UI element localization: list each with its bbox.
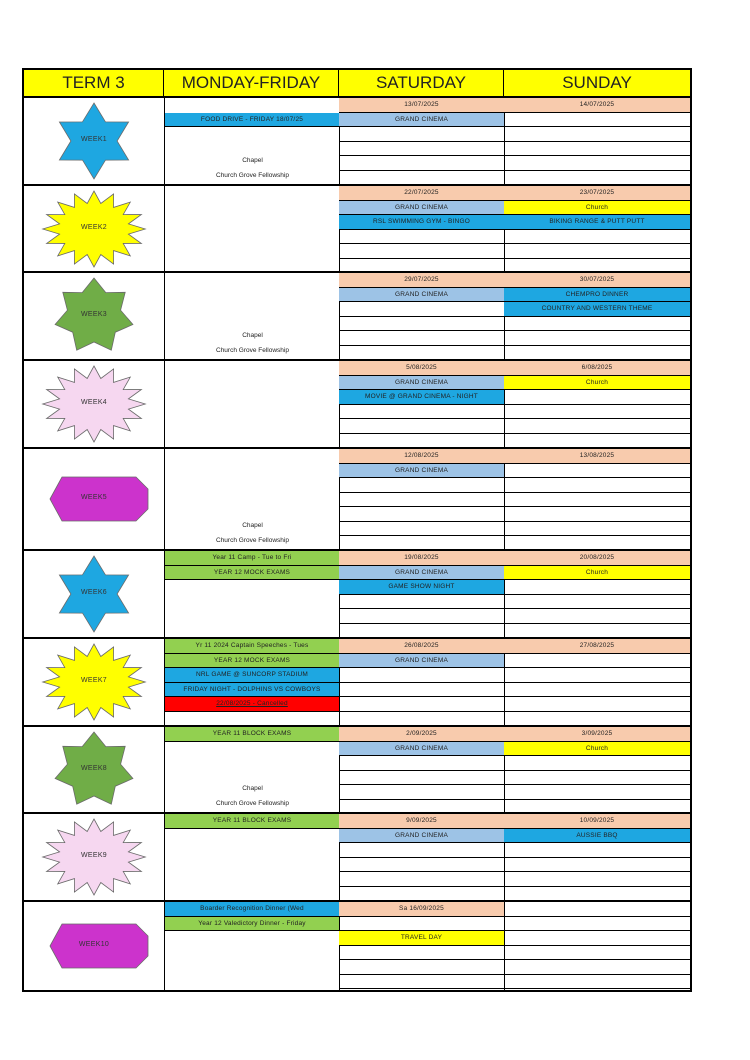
saturday-empty-cell (339, 419, 504, 434)
saturday-event-cell: GRAND CINEMA (339, 654, 504, 669)
fellowship-note: Church Grove Fellowship (216, 799, 289, 807)
sunday-empty-cell (504, 931, 690, 946)
saturday-event-cell: GRAND CINEMA (339, 113, 504, 128)
sunday-empty-cell (504, 230, 690, 245)
header-sunday: SUNDAY (504, 70, 690, 98)
saturday-date-cell: Sa 16/09/2025 (339, 902, 504, 917)
sunday-date-cell: 3/09/2025 (504, 727, 690, 742)
sunday-event-cell: Church (504, 742, 690, 757)
term-schedule-table (22, 68, 692, 992)
saturday-empty-cell (339, 771, 504, 786)
column-divider (164, 98, 165, 990)
sunday-empty-cell (504, 917, 690, 932)
sunday-empty-cell (504, 858, 690, 873)
sunday-empty-cell (504, 419, 690, 434)
saturday-date-cell: 29/07/2025 (339, 273, 504, 288)
sunday-empty-cell (504, 975, 690, 990)
chapel-note: Chapel (242, 522, 263, 529)
saturday-event-cell: GRAND CINEMA (339, 201, 504, 216)
weekday-event-cell: YEAR 12 MOCK EXAMS (165, 566, 339, 581)
sunday-date-cell: 13/08/2025 (504, 449, 690, 464)
sunday-empty-cell (504, 493, 690, 508)
saturday-event-cell (339, 917, 504, 932)
sunday-empty-cell (504, 113, 690, 128)
saturday-empty-cell (339, 156, 504, 171)
weekday-event-cell: Year 12 Valedictory Dinner - Friday (165, 917, 339, 932)
saturday-empty-cell (339, 522, 504, 537)
saturday-empty-cell (339, 244, 504, 259)
fellowship-note: Church Grove Fellowship (216, 536, 289, 544)
weekday-event-cell: Boarder Recognition Dinner (Wed (165, 902, 339, 917)
sunday-empty-cell (504, 946, 690, 961)
sunday-empty-cell (504, 405, 690, 420)
sunday-event-cell: AUSSIE BBQ (504, 829, 690, 844)
header-term: TERM 3 (24, 70, 164, 98)
week-burst-shape (36, 364, 152, 449)
sunday-event-cell: Church (504, 566, 690, 581)
sunday-empty-cell (504, 654, 690, 669)
week-label: WEEK8 (80, 764, 107, 772)
sunday-empty-cell (504, 771, 690, 786)
week-label: WEEK3 (80, 311, 107, 318)
saturday-empty-cell (339, 331, 504, 346)
sunday-empty-cell (504, 697, 690, 712)
week-hexagon-shape (36, 906, 152, 991)
week-label: WEEK10 (78, 941, 110, 948)
sunday-empty-cell (504, 609, 690, 624)
saturday-empty-cell (339, 683, 504, 698)
saturday-empty-cell (339, 843, 504, 858)
weekday-event-cell: NRL GAME @ SUNCORP STADIUM (165, 668, 339, 683)
saturday-date-cell: 12/08/2025 (339, 449, 504, 464)
weekday-event-cell: FOOD DRIVE - FRIDAY 18/07/25 (165, 113, 339, 128)
sunday-date-cell: 23/07/2025 (504, 186, 690, 201)
saturday-date-cell: 13/07/2025 (339, 98, 504, 113)
week-label: WEEK4 (80, 399, 107, 406)
sunday-empty-cell (504, 580, 690, 595)
sunday-empty-cell (504, 668, 690, 683)
week-star-shape (36, 730, 152, 815)
weekday-event-cell: YEAR 12 MOCK EXAMS (165, 654, 339, 669)
sunday-event-cell: Church (504, 201, 690, 216)
saturday-event-cell: GRAND CINEMA (339, 464, 504, 479)
saturday-event-cell: TRAVEL DAY (339, 931, 504, 946)
saturday-date-cell: 5/08/2025 (339, 361, 504, 376)
sunday-empty-cell (504, 478, 690, 493)
sunday-date-cell: 30/07/2025 (504, 273, 690, 288)
week-hexagon-shape (36, 459, 152, 544)
week-burst-shape (36, 189, 152, 274)
sunday-empty-cell (504, 843, 690, 858)
sunday-empty-cell (504, 464, 690, 479)
saturday-empty-cell (339, 507, 504, 522)
saturday-empty-cell (339, 960, 504, 975)
sunday-empty-cell (504, 390, 690, 405)
saturday-date-cell: 9/09/2025 (339, 814, 504, 829)
week-label: WEEK9 (80, 852, 107, 859)
saturday-date-cell: 19/08/2025 (339, 551, 504, 566)
week-label: WEEK2 (80, 223, 107, 231)
saturday-empty-cell (339, 872, 504, 887)
sunday-empty-cell (504, 331, 690, 346)
saturday-empty-cell (339, 609, 504, 624)
sunday-empty-cell (504, 902, 690, 917)
week-star-shape (36, 276, 152, 361)
saturday-date-cell: 2/09/2025 (339, 727, 504, 742)
week-label: WEEK5 (80, 494, 107, 501)
saturday-event-cell: GRAND CINEMA (339, 566, 504, 581)
header-saturday: SATURDAY (339, 70, 504, 98)
sunday-date-cell: 14/07/2025 (504, 98, 690, 113)
chapel-note: Chapel (242, 332, 263, 339)
week-star-shape (36, 554, 152, 639)
week-burst-shape (36, 642, 152, 727)
sunday-empty-cell (504, 507, 690, 522)
weekday-event-cell: FRIDAY NIGHT - DOLPHINS VS COWBOYS (165, 683, 339, 698)
saturday-empty-cell (339, 975, 504, 990)
fellowship-note: Church Grove Fellowship (216, 346, 289, 354)
sunday-empty-cell (504, 785, 690, 800)
sunday-empty-cell (504, 317, 690, 332)
sunday-empty-cell (504, 142, 690, 157)
saturday-empty-cell (339, 595, 504, 610)
sunday-date-cell: 20/08/2025 (504, 551, 690, 566)
saturday-empty-cell (339, 756, 504, 771)
sunday-date-cell: 6/08/2025 (504, 361, 690, 376)
sunday-empty-cell (504, 244, 690, 259)
week-star-shape (36, 101, 152, 186)
weekday-event-cell: YEAR 11 BLOCK EXAMS (165, 727, 339, 742)
weekday-event-cell: Year 11 Camp - Tue to Fri (165, 551, 339, 566)
fellowship-note: Church Grove Fellowship (216, 171, 289, 179)
sunday-empty-cell (504, 683, 690, 698)
saturday-event-cell: RSL SWIMMING GYM - BINGO (339, 215, 504, 230)
header-monday-friday: MONDAY-FRIDAY (164, 70, 339, 98)
saturday-empty-cell (339, 785, 504, 800)
saturday-empty-cell (339, 302, 504, 317)
sunday-event-cell: CHEMPRO DINNER (504, 288, 690, 303)
sunday-date-cell: 27/08/2025 (504, 639, 690, 654)
saturday-date-cell: 22/07/2025 (339, 186, 504, 201)
chapel-note: Chapel (242, 157, 263, 164)
sunday-empty-cell (504, 127, 690, 142)
saturday-event-cell: GAME SHOW NIGHT (339, 580, 504, 595)
weekday-event-cell: YEAR 11 BLOCK EXAMS (165, 814, 339, 829)
saturday-event-cell: GRAND CINEMA (339, 742, 504, 757)
sunday-empty-cell (504, 872, 690, 887)
saturday-empty-cell (339, 668, 504, 683)
weekday-event-cell: 22/08/2025 - Cancelled (165, 697, 339, 712)
saturday-empty-cell (339, 697, 504, 712)
sunday-event-cell: COUNTRY AND WESTERN THEME (504, 302, 690, 317)
saturday-date-cell: 26/08/2025 (339, 639, 504, 654)
sunday-empty-cell (504, 156, 690, 171)
saturday-event-cell: GRAND CINEMA (339, 376, 504, 391)
week-label: WEEK6 (80, 589, 107, 596)
saturday-empty-cell (339, 946, 504, 961)
sunday-empty-cell (504, 756, 690, 771)
chapel-note: Chapel (242, 785, 263, 792)
saturday-empty-cell (339, 493, 504, 508)
sunday-event-cell: BIKING RANGE & PUTT PUTT (504, 215, 690, 230)
saturday-empty-cell (339, 858, 504, 873)
saturday-empty-cell (339, 230, 504, 245)
saturday-empty-cell (339, 405, 504, 420)
saturday-empty-cell (339, 142, 504, 157)
week-label: WEEK1 (80, 136, 107, 143)
weekday-event-cell: Yr 11 2024 Captain Speeches - Tues (165, 639, 339, 654)
week-burst-shape (36, 817, 152, 902)
sunday-empty-cell (504, 960, 690, 975)
saturday-event-cell: GRAND CINEMA (339, 829, 504, 844)
saturday-event-cell: MOVIE @ GRAND CINEMA - NIGHT (339, 390, 504, 405)
sunday-empty-cell (504, 595, 690, 610)
sunday-empty-cell (504, 522, 690, 537)
saturday-empty-cell (339, 127, 504, 142)
week-label: WEEK7 (80, 677, 107, 684)
saturday-empty-cell (339, 478, 504, 493)
saturday-empty-cell (339, 317, 504, 332)
saturday-event-cell: GRAND CINEMA (339, 288, 504, 303)
sunday-event-cell: Church (504, 376, 690, 391)
sunday-date-cell: 10/09/2025 (504, 814, 690, 829)
